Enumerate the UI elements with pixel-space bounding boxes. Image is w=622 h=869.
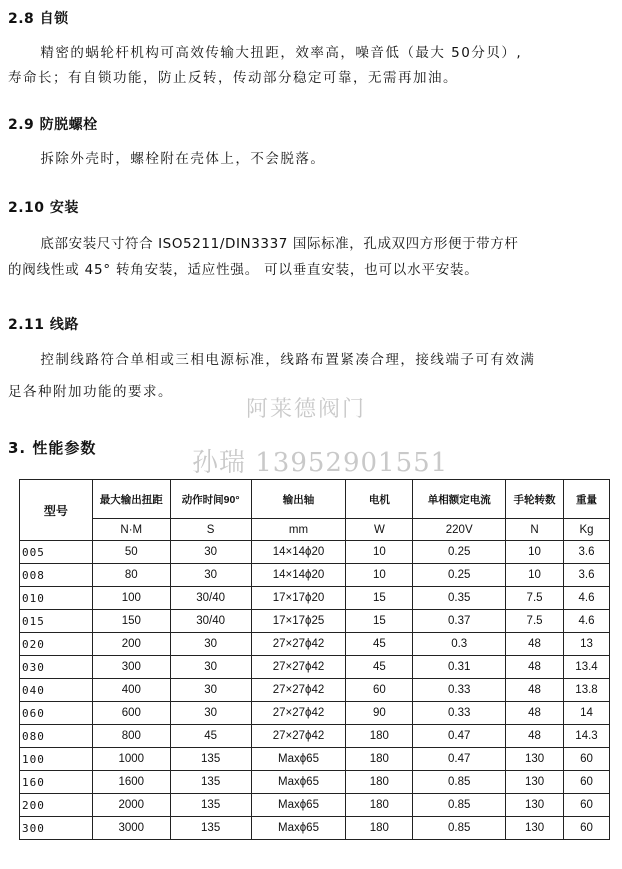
cell-model: 100 <box>20 748 93 771</box>
unit-current: 220V <box>413 519 506 541</box>
cell-motor: 180 <box>346 748 413 771</box>
section-2-10-text-line2: 的阀线性或 45° 转角安装，适应性强。 可以垂直安装，也可以水平安装。 <box>8 262 479 278</box>
cell-weight: 60 <box>564 748 610 771</box>
unit-weight: Kg <box>564 519 610 541</box>
cell-current: 0.31 <box>413 656 506 679</box>
cell-turns: 130 <box>506 748 564 771</box>
cell-shaft: Maxϕ65 <box>251 771 346 794</box>
table-header-time: 动作时间90° <box>170 480 251 519</box>
cell-turns: 10 <box>506 564 564 587</box>
watermark-contact: 孙瑞 13952901551 <box>192 448 449 478</box>
cell-time: 30 <box>170 702 251 725</box>
cell-torque: 1600 <box>92 771 170 794</box>
cell-current: 0.35 <box>413 587 506 610</box>
cell-torque: 100 <box>92 587 170 610</box>
table-row <box>20 633 610 656</box>
cell-turns: 48 <box>506 725 564 748</box>
cell-model: 008 <box>20 564 93 587</box>
cell-weight: 60 <box>564 817 610 840</box>
unit-time: S <box>170 519 251 541</box>
section-2-8-text-line1: 精密的蜗轮杆机构可高效传输大扭距，效率高，噪音低（最大 50分贝）, <box>40 45 523 61</box>
cell-current: 0.47 <box>413 748 506 771</box>
cell-motor: 180 <box>346 794 413 817</box>
cell-current: 0.85 <box>413 771 506 794</box>
section-2-11-text-line2: 足各种附加功能的要求。 <box>8 384 173 400</box>
cell-motor: 10 <box>346 541 413 564</box>
section-2-9-heading: 2.9 防脱螺栓 <box>8 117 98 133</box>
cell-torque: 80 <box>92 564 170 587</box>
cell-shaft: Maxϕ65 <box>251 817 346 840</box>
table-header-shaft: 输出轴 <box>251 480 346 519</box>
cell-current: 0.85 <box>413 817 506 840</box>
cell-torque: 50 <box>92 541 170 564</box>
cell-model: 030 <box>20 656 93 679</box>
unit-motor: W <box>346 519 413 541</box>
cell-weight: 14 <box>564 702 610 725</box>
cell-torque: 600 <box>92 702 170 725</box>
cell-torque: 800 <box>92 725 170 748</box>
cell-motor: 15 <box>346 610 413 633</box>
cell-turns: 130 <box>506 817 564 840</box>
cell-time: 30 <box>170 679 251 702</box>
cell-current: 0.37 <box>413 610 506 633</box>
table-header-turns: 手轮转数 <box>506 480 564 519</box>
cell-model: 060 <box>20 702 93 725</box>
cell-time: 30 <box>170 541 251 564</box>
cell-time: 45 <box>170 725 251 748</box>
cell-shaft: 14×14ϕ20 <box>251 564 346 587</box>
cell-turns: 48 <box>506 702 564 725</box>
cell-weight: 14.3 <box>564 725 610 748</box>
cell-motor: 90 <box>346 702 413 725</box>
cell-turns: 130 <box>506 794 564 817</box>
cell-shaft: Maxϕ65 <box>251 794 346 817</box>
section-2-8-text-line2: 寿命长；有自锁功能，防止反转，传动部分稳定可靠，无需再加油。 <box>8 70 458 86</box>
cell-model: 160 <box>20 771 93 794</box>
cell-torque: 150 <box>92 610 170 633</box>
cell-model: 200 <box>20 794 93 817</box>
cell-current: 0.33 <box>413 702 506 725</box>
cell-time: 135 <box>170 794 251 817</box>
table-row <box>20 656 610 679</box>
cell-model: 020 <box>20 633 93 656</box>
cell-model: 080 <box>20 725 93 748</box>
table-row <box>20 748 610 771</box>
cell-turns: 7.5 <box>506 587 564 610</box>
table-row <box>20 771 610 794</box>
section-2-9-text: 拆除外壳时，螺栓附在壳体上，不会脱落。 <box>40 151 326 167</box>
cell-time: 30 <box>170 564 251 587</box>
cell-turns: 48 <box>506 679 564 702</box>
table-header-model: 型号 <box>20 480 93 541</box>
cell-turns: 130 <box>506 771 564 794</box>
cell-time: 135 <box>170 748 251 771</box>
cell-motor: 60 <box>346 679 413 702</box>
cell-weight: 4.6 <box>564 610 610 633</box>
cell-turns: 7.5 <box>506 610 564 633</box>
table-row <box>20 817 610 840</box>
table-header-row <box>20 480 610 519</box>
cell-torque: 3000 <box>92 817 170 840</box>
cell-time: 30/40 <box>170 610 251 633</box>
cell-torque: 400 <box>92 679 170 702</box>
cell-weight: 13.4 <box>564 656 610 679</box>
cell-current: 0.85 <box>413 794 506 817</box>
cell-weight: 4.6 <box>564 587 610 610</box>
section-2-10-heading: 2.10 安装 <box>8 200 79 216</box>
cell-model: 015 <box>20 610 93 633</box>
cell-motor: 180 <box>346 725 413 748</box>
table-row <box>20 564 610 587</box>
unit-turns: N <box>506 519 564 541</box>
cell-shaft: 17×17ϕ25 <box>251 610 346 633</box>
cell-shaft: 27×27ϕ42 <box>251 633 346 656</box>
cell-time: 30/40 <box>170 587 251 610</box>
cell-current: 0.25 <box>413 541 506 564</box>
cell-torque: 300 <box>92 656 170 679</box>
cell-model: 300 <box>20 817 93 840</box>
cell-model: 010 <box>20 587 93 610</box>
cell-shaft: 27×27ϕ42 <box>251 725 346 748</box>
table-row <box>20 679 610 702</box>
table-units-row <box>20 519 610 541</box>
cell-turns: 48 <box>506 656 564 679</box>
cell-weight: 60 <box>564 771 610 794</box>
table-header-motor: 电机 <box>346 480 413 519</box>
table-row <box>20 725 610 748</box>
section-3-heading: 3. 性能参数 <box>8 439 97 457</box>
cell-motor: 180 <box>346 771 413 794</box>
performance-table <box>19 479 610 840</box>
table-header-torque: 最大输出扭距 <box>92 480 170 519</box>
cell-shaft: 14×14ϕ20 <box>251 541 346 564</box>
watermark-company: 阿莱德阀门 <box>246 397 367 422</box>
section-2-11-heading: 2.11 线路 <box>8 317 79 333</box>
cell-shaft: 27×27ϕ42 <box>251 679 346 702</box>
cell-current: 0.47 <box>413 725 506 748</box>
table-row <box>20 794 610 817</box>
cell-model: 005 <box>20 541 93 564</box>
cell-weight: 3.6 <box>564 564 610 587</box>
cell-weight: 13.8 <box>564 679 610 702</box>
table-header-weight: 重量 <box>564 480 610 519</box>
cell-motor: 45 <box>346 633 413 656</box>
cell-torque: 200 <box>92 633 170 656</box>
cell-weight: 60 <box>564 794 610 817</box>
cell-shaft: 27×27ϕ42 <box>251 702 346 725</box>
table-row <box>20 541 610 564</box>
section-2-8-heading: 2.8 自锁 <box>8 11 69 27</box>
cell-torque: 1000 <box>92 748 170 771</box>
cell-current: 0.3 <box>413 633 506 656</box>
cell-weight: 13 <box>564 633 610 656</box>
cell-torque: 2000 <box>92 794 170 817</box>
cell-current: 0.33 <box>413 679 506 702</box>
unit-torque: N·M <box>92 519 170 541</box>
cell-weight: 3.6 <box>564 541 610 564</box>
table-row <box>20 587 610 610</box>
table-header-current: 单相额定电流 <box>413 480 506 519</box>
cell-turns: 10 <box>506 541 564 564</box>
cell-shaft: 27×27ϕ42 <box>251 656 346 679</box>
cell-time: 135 <box>170 817 251 840</box>
table-row <box>20 702 610 725</box>
table-row <box>20 610 610 633</box>
cell-motor: 10 <box>346 564 413 587</box>
section-2-11-text-line1: 控制线路符合单相或三相电源标准，线路布置紧凑合理，接线端子可有效满 <box>40 352 536 368</box>
cell-shaft: 17×17ϕ20 <box>251 587 346 610</box>
section-2-10-text-line1: 底部安装尺寸符合 ISO5211/DIN3337 国际标准，孔成双四方形便于带方杆 <box>40 236 519 252</box>
cell-current: 0.25 <box>413 564 506 587</box>
cell-motor: 45 <box>346 656 413 679</box>
cell-time: 30 <box>170 656 251 679</box>
cell-turns: 48 <box>506 633 564 656</box>
cell-motor: 180 <box>346 817 413 840</box>
cell-time: 135 <box>170 771 251 794</box>
cell-model: 040 <box>20 679 93 702</box>
unit-shaft: mm <box>251 519 346 541</box>
cell-time: 30 <box>170 633 251 656</box>
cell-shaft: Maxϕ65 <box>251 748 346 771</box>
cell-motor: 15 <box>346 587 413 610</box>
